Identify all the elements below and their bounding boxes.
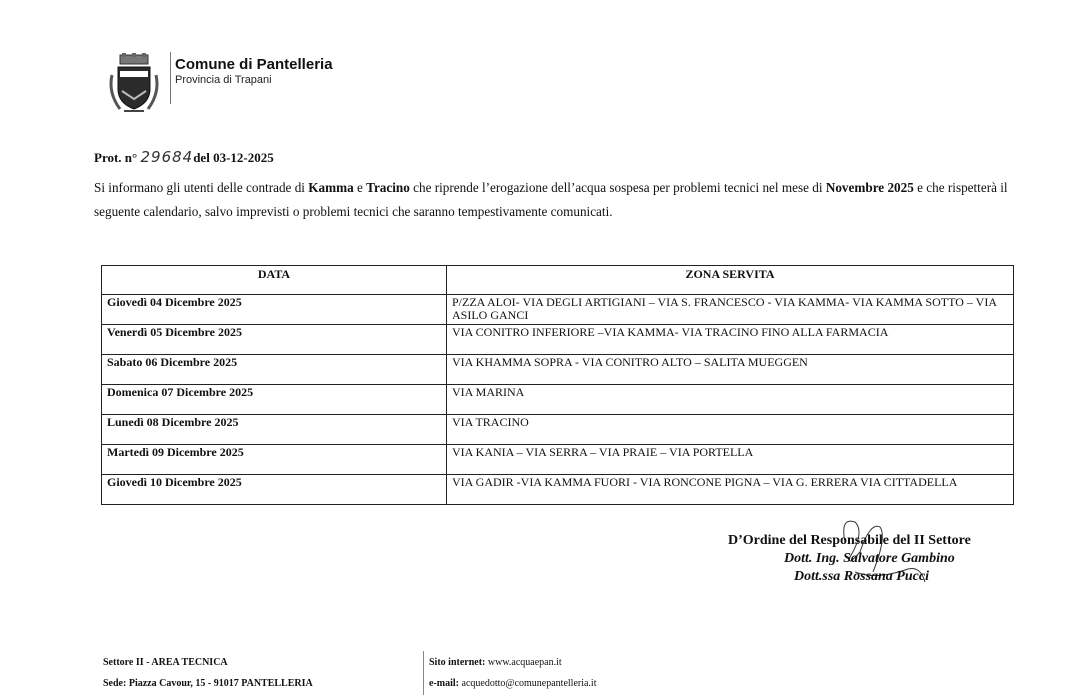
footer-site-link[interactable]: www.acquaepan.it (487, 657, 562, 668)
row-zone: VIA KANIA – VIA SERRA – VIA PRAIE – VIA PORTELLA (447, 445, 1014, 475)
header-zone: ZONA SERVITA (447, 266, 1014, 295)
footer-sector: Settore II - AREA TECNICA (103, 657, 228, 668)
header-divider (170, 52, 171, 104)
intro-text-3: che riprende l’erogazione dell’acqua sospesa per problemi tecnici nel mese di (409, 180, 826, 195)
intro-area-kamma: Kamma (308, 180, 354, 195)
header-date: DATA (102, 266, 447, 295)
intro-text-4: e che rispetterà il seguente calendario, salvo imprevisti o problemi tecnici che saranno tempestivamente comunicati. (94, 180, 1008, 219)
table-row (102, 385, 1014, 415)
table-row (102, 445, 1014, 475)
footer-seat-label: Sede: (103, 678, 129, 689)
org-name: Comune di Pantelleria (175, 56, 333, 73)
row-date: Lunedì 08 Dicembre 2025 (102, 415, 447, 445)
table-row (102, 325, 1014, 355)
intro-text-2: e (353, 180, 367, 195)
row-date: Giovedì 04 Dicembre 2025 (102, 295, 447, 325)
intro-area-tracino: Tracino (366, 180, 410, 195)
table-row (102, 295, 1014, 325)
signature-name-2: Dott.ssa Rossana Pucci (794, 569, 929, 584)
row-zone: VIA MARINA (447, 385, 1014, 415)
row-zone: P/ZZA ALOI- VIA DEGLI ARTIGIANI – VIA S. FRANCESCO - VIA KAMMA- VIA KAMMA SOTTO – VIA ASILO GANCI (447, 295, 1014, 325)
signature-block (728, 532, 971, 586)
org-province: Provincia di Trapani (175, 74, 272, 86)
row-date: Giovedì 10 Dicembre 2025 (102, 475, 447, 505)
footer-email-link[interactable]: acquedotto@comunepantelleria.it (461, 678, 597, 689)
signature-name-1: Dott. Ing. Salvatore Gambino (784, 551, 955, 566)
footer-divider (423, 651, 424, 695)
footer-site-label: Sito internet: (429, 657, 488, 668)
row-zone: VIA GADIR -VIA KAMMA FUORI - VIA RONCONE PIGNA – VIA G. ERRERA VIA CITTADELLA (447, 475, 1014, 505)
row-zone: VIA CONITRO INFERIORE –VIA KAMMA- VIA TRACINO FINO ALLA FARMACIA (447, 325, 1014, 355)
signature-title: D’Ordine del Responsabile del II Settore (728, 533, 971, 548)
row-date: Sabato 06 Dicembre 2025 (102, 355, 447, 385)
intro-text-1: Si informano gli utenti delle contrade di (94, 180, 309, 195)
protocol-line (94, 148, 274, 166)
table-row (102, 415, 1014, 445)
footer-site (429, 657, 562, 668)
footer-email-label: e-mail: (429, 678, 462, 689)
row-date: Venerdì 05 Dicembre 2025 (102, 325, 447, 355)
intro-month: Novembre 2025 (825, 180, 914, 195)
table-row (102, 475, 1014, 505)
footer-seat (103, 678, 313, 689)
schedule-table (101, 265, 1014, 505)
table-row (102, 355, 1014, 385)
row-date: Domenica 07 Dicembre 2025 (102, 385, 447, 415)
table-header-row (102, 266, 1014, 295)
row-date: Martedì 09 Dicembre 2025 (102, 445, 447, 475)
protocol-prefix: Prot. n° (94, 150, 138, 165)
protocol-date: del 03-12-2025 (193, 150, 274, 165)
footer-seat-value: Piazza Cavour, 15 - 91017 PANTELLERIA (128, 678, 313, 689)
coat-of-arms-logo (106, 53, 162, 115)
row-zone: VIA KHAMMA SOPRA - VIA CONITRO ALTO – SALITA MUEGGEN (447, 355, 1014, 385)
footer-email (429, 678, 597, 689)
protocol-number: 29684 (140, 148, 194, 166)
intro-paragraph (94, 176, 1034, 224)
row-zone: VIA TRACINO (447, 415, 1014, 445)
